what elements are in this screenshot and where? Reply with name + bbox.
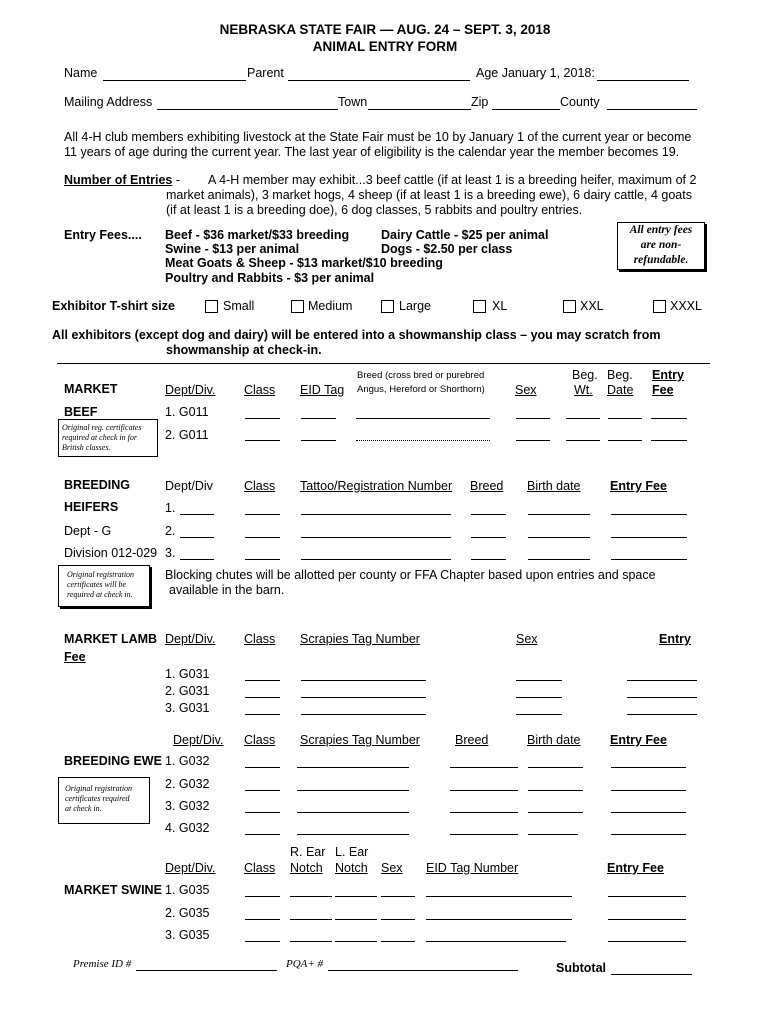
tshirt-xl-label: XL xyxy=(492,299,508,313)
beef-breed-header-1: Breed (cross bred or purebred xyxy=(357,370,485,381)
beef-row2-fee[interactable] xyxy=(651,440,687,441)
fee-dairy: Dairy Cattle - $25 per animal xyxy=(381,228,549,242)
breeding-heifers-title: BREEDING xyxy=(64,478,130,492)
fee-dogs: Dogs - $2.50 per class xyxy=(381,242,513,256)
ewe-row3-scrapies[interactable] xyxy=(297,812,409,813)
beef-eid-header: EID Tag xyxy=(300,383,345,397)
heifer-row2-birth[interactable] xyxy=(528,537,590,538)
heifer-row3-birth[interactable] xyxy=(528,559,590,560)
ewe-class-header: Class xyxy=(244,733,276,747)
swine-row2-class[interactable] xyxy=(245,919,280,920)
swine-row1-class[interactable] xyxy=(245,896,280,897)
ewe-row1-breed[interactable] xyxy=(450,767,518,768)
ewe-row4-birth[interactable] xyxy=(528,834,578,835)
ewe-row2-dept: 2. G032 xyxy=(165,777,210,791)
pqa-label: PQA+ # xyxy=(286,958,324,970)
beef-begwt-header-2: Wt. xyxy=(574,383,593,397)
lamb-row2-class[interactable] xyxy=(245,697,280,698)
ewe-row3-breed[interactable] xyxy=(450,812,518,813)
name-label: Name xyxy=(64,66,98,80)
lamb-row1-class[interactable] xyxy=(245,680,280,681)
mailing-field[interactable] xyxy=(157,109,338,110)
beef-row1-breed[interactable] xyxy=(356,418,490,419)
beef-begwt-header-1: Beg. xyxy=(572,368,598,382)
swine-row1-rear[interactable] xyxy=(290,896,332,897)
beef-row2-sex[interactable] xyxy=(516,440,550,441)
heifer-row3-num: 3. xyxy=(165,546,176,560)
heifer-row3-fee[interactable] xyxy=(611,559,687,560)
heifer-division-label: Division 012-029 xyxy=(64,546,158,560)
beef-dept-header: Dept/Div. xyxy=(165,383,216,397)
tshirt-xxl-label: XXL xyxy=(580,299,604,313)
section-divider xyxy=(57,363,710,364)
heifer-row3-breed[interactable] xyxy=(471,559,506,560)
ewe-row2-fee[interactable] xyxy=(611,790,686,791)
swine-row1-lear[interactable] xyxy=(335,896,377,897)
tshirt-xxxl-label: XXXL xyxy=(670,299,702,313)
heifer-row2-breed[interactable] xyxy=(471,537,506,538)
heifer-fee-header: Entry Fee xyxy=(610,479,667,493)
lamb-row1-entry[interactable] xyxy=(627,680,697,681)
lamb-row1-sex[interactable] xyxy=(516,680,562,681)
tshirt-xxl-checkbox[interactable] xyxy=(563,300,576,313)
heifer-row1-num: 1. xyxy=(165,501,176,515)
fee-swine: Swine - $13 per animal xyxy=(165,242,300,256)
swine-row1-dept: 1. G035 xyxy=(165,883,210,897)
ewe-dept-header: Dept/Div. xyxy=(173,733,224,747)
showmanship-line1: All exhibitors (except dog and dairy) will be entered into a showmanship class – you may scratch from xyxy=(52,328,661,342)
beef-certificate-note: Original reg. certificates required at check in for British classes. xyxy=(58,419,158,457)
town-label: Town xyxy=(338,95,368,109)
lamb-row2-scrapies[interactable] xyxy=(301,697,426,698)
lamb-row2-sex[interactable] xyxy=(516,697,562,698)
lamb-row1-scrapies[interactable] xyxy=(301,680,426,681)
beef-row1-fee[interactable] xyxy=(651,418,687,419)
tshirt-xxxl-checkbox[interactable] xyxy=(653,300,666,313)
premise-id-field[interactable] xyxy=(136,970,277,971)
ewe-row3-fee[interactable] xyxy=(611,812,686,813)
swine-eid-header: EID Tag Number xyxy=(426,861,519,875)
heifer-dept-label: Dept - G xyxy=(64,524,112,538)
heifer-row2-tattoo[interactable] xyxy=(301,537,451,538)
zip-field[interactable] xyxy=(492,109,560,110)
ewe-scrapies-header: Scrapies Tag Number xyxy=(300,733,420,747)
ewe-row1-class[interactable] xyxy=(245,767,280,768)
lamb-sex-header: Sex xyxy=(516,632,538,646)
entries-heading: Number of Entries - xyxy=(64,173,180,187)
subtotal-label: Subtotal xyxy=(556,961,606,975)
heifer-tattoo-header: Tattoo/Registration Number xyxy=(300,479,453,493)
beef-begdate-header-1: Beg. xyxy=(607,368,633,382)
beef-row1-sex[interactable] xyxy=(516,418,550,419)
form-title-line2: ANIMAL ENTRY FORM xyxy=(312,39,458,54)
premise-id-label: Premise ID # xyxy=(73,958,132,970)
ewe-row4-scrapies[interactable] xyxy=(297,834,409,835)
parent-label: Parent xyxy=(247,66,284,80)
swine-row2-rear[interactable] xyxy=(290,919,332,920)
beef-row2-eid[interactable] xyxy=(301,440,336,441)
county-field[interactable] xyxy=(607,109,697,110)
ewe-certificate-note: Original registration certificates required at check in. xyxy=(58,777,150,824)
age-label: Age January 1, 2018: xyxy=(476,66,595,80)
swine-row3-lear[interactable] xyxy=(335,941,377,942)
lamb-class-header: Class xyxy=(244,632,276,646)
mailing-label: Mailing Address xyxy=(64,95,153,109)
swine-row1-fee[interactable] xyxy=(608,896,686,897)
lamb-row3-dept: 3. G031 xyxy=(165,701,210,715)
blocking-chutes-line1: Blocking chutes will be allotted per county or FFA Chapter based upon entries and space xyxy=(165,568,656,582)
swine-row3-sex[interactable] xyxy=(381,941,415,942)
swine-row3-eid[interactable] xyxy=(426,941,566,942)
market-lamb-fee-label: Fee xyxy=(64,650,86,664)
beef-row2-begdate[interactable] xyxy=(608,440,642,441)
ewe-row2-birth[interactable] xyxy=(528,790,583,791)
fee-beef: Beef - $36 market/$33 breeding xyxy=(165,228,350,242)
ewe-row3-birth[interactable] xyxy=(528,812,583,813)
market-beef-title-2: BEEF xyxy=(64,405,98,419)
ewe-row1-dept: 1. G032 xyxy=(165,754,210,768)
beef-row2-class[interactable] xyxy=(245,440,280,441)
age-field[interactable] xyxy=(597,80,689,81)
heifer-row2-dept[interactable] xyxy=(180,537,214,538)
fees-label: Entry Fees.... xyxy=(64,228,142,242)
heifer-row2-num: 2. xyxy=(165,524,176,538)
heifer-row3-tattoo[interactable] xyxy=(301,559,451,560)
lamb-row2-dept: 2. G031 xyxy=(165,684,210,698)
beef-class-header: Class xyxy=(244,383,276,397)
beef-row1-eid[interactable] xyxy=(301,418,336,419)
heifer-row1-tattoo[interactable] xyxy=(301,514,451,515)
heifer-breed-header: Breed xyxy=(470,479,504,493)
heifer-row1-breed[interactable] xyxy=(471,514,506,515)
tshirt-medium-checkbox[interactable] xyxy=(291,300,304,313)
swine-rear-header-1: R. Ear xyxy=(290,845,326,859)
heifer-certificate-note: Original registration certificates will be required at check in. xyxy=(58,565,150,607)
market-lamb-title: MARKET LAMB xyxy=(64,632,158,646)
swine-row1-eid[interactable] xyxy=(426,896,572,897)
ewe-row4-dept: 4. G032 xyxy=(165,821,210,835)
swine-rear-header-2: Notch xyxy=(290,861,323,875)
lamb-row3-sex[interactable] xyxy=(516,714,562,715)
nonrefundable-note: All entry fees are non- refundable. xyxy=(617,222,705,270)
form-title-line1: NEBRASKA STATE FAIR — AUG. 24 – SEPT. 3, 2018 xyxy=(219,22,551,37)
beef-row2-dept: 2. G011 xyxy=(165,428,209,442)
heifer-row1-dept[interactable] xyxy=(180,514,214,515)
ewe-birth-header: Birth date xyxy=(527,733,581,747)
swine-class-header: Class xyxy=(244,861,276,875)
ewe-row3-class[interactable] xyxy=(245,812,280,813)
heifer-row3-dept[interactable] xyxy=(180,559,214,560)
entries-line2: market animals), 3 market hogs, 4 sheep (if at least 1 is a breeding ewe), 6 dairy cattle, 4 goats xyxy=(166,188,692,202)
beef-breed-header-2: Angus, Hereford or Shorthorn) xyxy=(357,384,485,395)
ewe-row4-breed[interactable] xyxy=(450,834,518,835)
ewe-row4-fee[interactable] xyxy=(611,834,686,835)
breeding-heifers-title-2: HEIFERS xyxy=(64,500,119,514)
lamb-dept-header: Dept/Div. xyxy=(165,632,216,646)
fee-poultry-rabbits: Poultry and Rabbits - $3 per animal xyxy=(165,271,375,285)
lamb-scrapies-header: Scrapies Tag Number xyxy=(300,632,420,646)
swine-row3-fee[interactable] xyxy=(608,941,686,942)
beef-row1-dept: 1. G011 xyxy=(165,405,209,419)
swine-row1-sex[interactable] xyxy=(381,896,415,897)
zip-label: Zip xyxy=(471,95,489,109)
ewe-breed-header: Breed xyxy=(455,733,489,747)
ewe-row4-class[interactable] xyxy=(245,834,280,835)
swine-row2-eid[interactable] xyxy=(426,919,572,920)
tshirt-large-checkbox[interactable] xyxy=(381,300,394,313)
ewe-row3-dept: 3. G032 xyxy=(165,799,210,813)
county-label: County xyxy=(560,95,600,109)
beef-fee-header-2: Fee xyxy=(652,383,674,397)
beef-row2-breed[interactable] xyxy=(356,440,490,441)
market-beef-title: MARKET xyxy=(64,382,118,396)
ewe-row2-class[interactable] xyxy=(245,790,280,791)
town-field[interactable] xyxy=(368,109,471,110)
swine-sex-header: Sex xyxy=(381,861,403,875)
lamb-entry-header: Entry xyxy=(659,632,691,646)
heifer-row1-birth[interactable] xyxy=(528,514,590,515)
beef-row1-class[interactable] xyxy=(245,418,280,419)
subtotal-field[interactable] xyxy=(611,974,692,975)
swine-row2-sex[interactable] xyxy=(381,919,415,920)
beef-row2-begwt[interactable] xyxy=(566,440,600,441)
beef-sex-header: Sex xyxy=(515,383,537,397)
heifer-birth-header: Birth date xyxy=(527,479,581,493)
heifer-row1-fee[interactable] xyxy=(611,514,687,515)
beef-row1-begwt[interactable] xyxy=(566,418,600,419)
swine-fee-header: Entry Fee xyxy=(607,861,664,875)
showmanship-line2: showmanship at check-in. xyxy=(166,343,322,357)
ewe-row2-breed[interactable] xyxy=(450,790,518,791)
intro-text: All 4-H club members exhibiting livestock at the State Fair must be 10 by January 1 of the current year or become 11 years of age during the current year. The last year of eligibility is the calendar year the member becomes 19. xyxy=(64,130,692,159)
tshirt-small-label: Small xyxy=(223,299,255,313)
ewe-row1-scrapies[interactable] xyxy=(297,767,409,768)
market-swine-title: MARKET SWINE xyxy=(64,883,162,897)
heifer-row1-class[interactable] xyxy=(245,514,280,515)
lamb-row3-class[interactable] xyxy=(245,714,280,715)
swine-dept-header: Dept/Div. xyxy=(165,861,216,875)
swine-row2-dept: 2. G035 xyxy=(165,906,210,920)
tshirt-medium-label: Medium xyxy=(308,299,353,313)
lamb-row2-entry[interactable] xyxy=(627,697,697,698)
beef-begdate-header-2: Date xyxy=(607,383,634,397)
pqa-field[interactable] xyxy=(328,970,518,971)
ewe-row1-fee[interactable] xyxy=(611,767,686,768)
heifer-class-header: Class xyxy=(244,479,276,493)
ewe-row1-birth[interactable] xyxy=(528,767,583,768)
ewe-row2-scrapies[interactable] xyxy=(297,790,409,791)
lamb-row3-scrapies[interactable] xyxy=(301,714,426,715)
swine-lear-header-2: Notch xyxy=(335,861,368,875)
swine-row2-fee[interactable] xyxy=(608,919,686,920)
swine-row3-class[interactable] xyxy=(245,941,280,942)
swine-row3-rear[interactable] xyxy=(290,941,332,942)
tshirt-xl-checkbox[interactable] xyxy=(473,300,486,313)
heifer-row2-fee[interactable] xyxy=(611,537,687,538)
entries-line3: (if at least 1 is a breeding doe), 6 dog classes, 5 rabbits and poultry entries. xyxy=(166,203,583,217)
beef-fee-header-1: Entry xyxy=(652,368,684,382)
swine-row3-dept: 3. G035 xyxy=(165,928,210,942)
blocking-chutes-line2: available in the barn. xyxy=(169,583,285,597)
entries-line1: A 4-H member may exhibit...3 beef cattle (if at least 1 is a breeding heifer, maximum of 2 xyxy=(208,173,697,187)
heifer-dept-header: Dept/Div xyxy=(165,479,213,493)
name-field[interactable] xyxy=(103,80,246,81)
tshirt-large-label: Large xyxy=(399,299,431,313)
heifer-row2-class[interactable] xyxy=(245,537,280,538)
swine-row2-lear[interactable] xyxy=(335,919,377,920)
lamb-row3-entry[interactable] xyxy=(627,714,697,715)
swine-lear-header-1: L. Ear xyxy=(335,845,369,859)
parent-field[interactable] xyxy=(288,80,470,81)
ewe-fee-header: Entry Fee xyxy=(610,733,667,747)
lamb-row1-dept: 1. G031 xyxy=(165,667,210,681)
tshirt-small-checkbox[interactable] xyxy=(205,300,218,313)
beef-row1-begdate[interactable] xyxy=(608,418,642,419)
fee-goats-sheep: Meat Goats & Sheep - $13 market/$10 breeding xyxy=(165,256,443,270)
breeding-ewe-title: BREEDING EWE xyxy=(64,754,162,768)
heifer-row3-class[interactable] xyxy=(245,559,280,560)
tshirt-label: Exhibitor T-shirt size xyxy=(52,299,175,313)
